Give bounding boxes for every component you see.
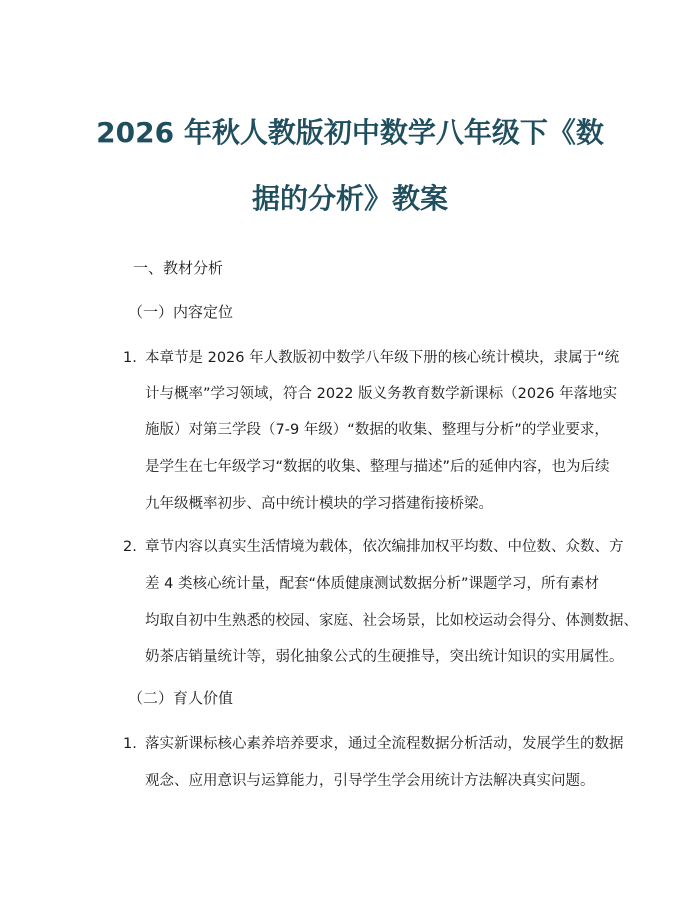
list-item-number: 1. [123, 350, 137, 366]
list-item-line: 差 4 类核心统计量，配套“体质健康测试数据分析”课题学习，所有素材 [145, 576, 599, 592]
list-item [123, 348, 620, 516]
title-line-1: 2026 年秋人教版初中数学八年级下《数 [96, 116, 604, 149]
list-item-line: 计与概率”学习领域，符合 2022 版义务教育数学新课标（2026 年落地实 [145, 386, 618, 402]
list-item-number: 1. [123, 736, 137, 752]
list-item-line: 章节内容以真实生活情境为载体，依次编排加权平均数、中位数、众数、方 [145, 539, 624, 555]
subsection-heading-content-positioning: （一）内容定位 [128, 303, 234, 321]
list-item-line: 本章节是 2026 年人教版初中数学八年级下册的核心统计模块，隶属于“统 [145, 350, 620, 366]
list-item [123, 537, 638, 667]
list-item-line: 是学生在七年级学习“数据的收集、整理与描述”后的延伸内容，也为后续 [145, 459, 610, 475]
section-heading-textbook-analysis: 一、教材分析 [133, 259, 224, 277]
list-item-line: 均取自初中生熟悉的校园、家庭、社会场景，比如校运动会得分、体测数据、 [145, 613, 638, 629]
list-item-line: 落实新课标核心素养培养要求，通过全流程数据分析活动，发展学生的数据 [145, 736, 624, 752]
list-item-line: 施版）对第三学段（7-9 年级）“数据的收集、整理与分析”的学业要求， [145, 422, 609, 438]
list-item-line: 九年级概率初步、高中统计模块的学习搭建衔接桥梁。 [145, 496, 493, 512]
list-item-line: 观念、应用意识与运算能力，引导学生学会用统计方法解决真实问题。 [145, 773, 595, 789]
title-line-2: 据的分析》教案 [251, 182, 448, 215]
list-item-line: 奶茶店销量统计等，弱化抽象公式的生硬推导，突出统计知识的实用属性。 [145, 649, 624, 665]
list-item-number: 2. [123, 539, 137, 555]
subsection-heading-educational-value: （二）育人价值 [128, 689, 234, 707]
document-title [60, 100, 640, 232]
list-item [123, 734, 624, 794]
